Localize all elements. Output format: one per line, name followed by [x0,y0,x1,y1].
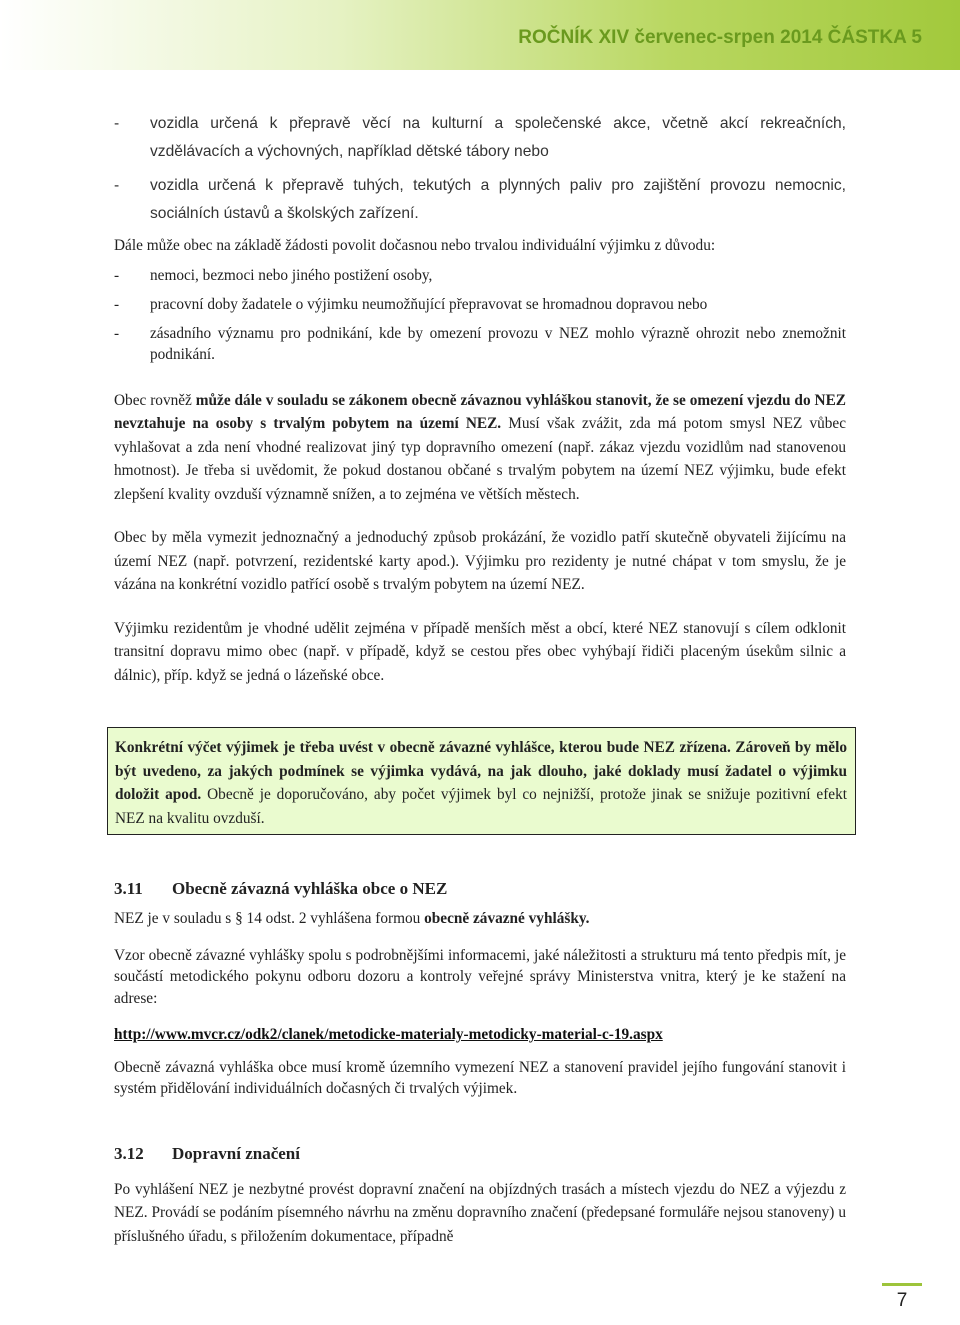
paragraph-bold-text: může dále v souladu se zákonem obecně závaznou vyhláškou stanovit, že se omezení vjezdu do NEZ nevztahuje na osoby s trvalým pobytem na území NEZ. [114,391,846,432]
download-link-paragraph [114,1023,846,1047]
paragraph-small-towns: Výjimku rezidentům je vhodné udělit zejména v případě menších měst a obcí, které NEZ stanovují s cílem odklonit transitní dopravu mimo obec (např. v případě, když se cestou přes obec vyhýbají řidiči placeným úsekům silnic a dálnic), příp. když se jedná o lázeňské obce. [114,619,846,684]
list-item [114,110,846,166]
list-dash: - [114,177,120,194]
paragraph-legal-basis [114,907,846,931]
list-item-text: pracovní doby žadatele o výjimku neumožňující přepravovat se hromadnou dopravou nebo [150,296,708,313]
highlight-plain-text: Obecně je doporučováno, aby počet výjimek byl co nejnižší, protože jinak se snižuje pozitivní efekt NEZ na kvalitu ovzduší. [115,786,847,827]
paragraph-bold-text: obecně závazné vyhlášky. [424,910,590,927]
journal-issue-title: ROČNÍK XIV červenec-srpen 2014 ČÁSTKA 5 [518,27,922,48]
list-dash: - [114,296,120,313]
paragraph-text: Obec rovněž [114,391,196,409]
list-dash: - [114,324,120,342]
section-number: 3.12 [114,1143,144,1163]
highlight-box [107,727,856,835]
highlight-text [115,736,847,830]
list-item-text: nemoci, bezmoci nebo jiného postižení osoby, [150,266,433,284]
paragraph-traffic-signs: Po vyhlášení NEZ je nezbytné provést dopravní značení na objízdných trasách a místech vjezdu do NEZ a výjezdu z NEZ. Provádí se podáním písemného návrhu na změnu dopravního značení (předepsané formuláře nejsou stanoveny) u příslušného úřadu, s přiložením dokumentace, případně [114,1180,846,1245]
list-item [114,293,846,317]
list-item [114,323,846,365]
list-item [114,264,846,288]
paragraph-text: NEZ je v souladu s § 14 odst. 2 vyhlášena formou [114,910,425,927]
exemption-intro: Dále může obec na základě žádosti povolit dočasnou nebo trvalou individuální výjimku z důvodu: [114,237,716,254]
page-number-box [882,1283,922,1318]
section-heading-3-12 [114,1144,846,1164]
section-heading-3-11 [114,879,846,899]
section-title: Obecně závazná vyhláška obce o NEZ [172,879,448,898]
section-number: 3.11 [114,879,143,898]
paragraph-template-info: Vzor obecně závazné vyhlášky spolu s podrobnějšími informacemi, jaké náležitosti a strukturu má tento předpis mít, je součástí metodického pokynu odboru dozoru a kontroly veřejné správy Ministerstva vnitra, který je ke stažení na adrese: [114,946,846,1007]
page-header-band [0,0,960,70]
section-title: Dopravní značení [172,1143,300,1163]
download-link[interactable]: http://www.mvcr.cz/odk2/clanek/metodicke-materialy-metodicky-material-c-19.aspx [114,1026,663,1043]
list-item-text: zásadního významu pro podnikání, kde by omezení provozu v NEZ mohlo výrazně ohrozit nebo znemožnit podnikání. [150,324,846,363]
paragraph-text: Musí však zvážit, zda má potom smysl NEZ vůbec vyhlašovat a zda není vhodné realizovat jiný typ dopravního omezení (např. zákaz vjezdu vozidlům nad stanovenou hmotnost). Je třeba si uvědomit, že pokud dostanou občané s trvalým pobytem na území NEZ výjimku, bude efekt zlepšení kvality ovzduší významně snížen, a to zejména ve větších městech. [114,415,846,503]
vehicle-list [114,110,846,228]
list-dash: - [114,115,120,132]
list-item-text: vozidla určená k přepravě věcí na kulturní a společenské akce, včetně akcí rekreačních, vzdělávacích a výchovných, například dětské tábory nebo [150,115,846,160]
page-number: 7 [896,1290,908,1311]
list-item-text: vozidla určená k přepravě tuhých, tekutých a plynných paliv pro zajištění provozu nemocnic, sociálních ústavů a školských zařízení. [150,177,846,222]
paragraph-exemption-system: Obecně závazná vyhláška obce musí kromě územního vymezení NEZ a stanovení pravidel jejího fungování stanovit i systém přidělování individuálních dočasných či trvalých výjimek. [114,1058,846,1097]
list-item [114,172,846,228]
exemption-list [114,264,846,365]
paragraph-proof-of-residence: Obec by měla vymezit jednoznačný a jednoduchý způsob prokázání, že vozidlo patří skutečně obyvateli žijícímu na území NEZ (např. potvrzení, rezidentské karty apod.). Výjimku pro rezidenty je nutné chápat v tom smyslu, že je vázána na konkrétní vozidlo patřící osobě s trvalým pobytem na území NEZ. [114,529,846,593]
paragraph-residents-exemption [114,389,846,507]
highlight-bold-text: Konkrétní výčet výjimek je třeba uvést v obecně závazné vyhlášce, kterou bude NEZ zřízena. Zároveň by mělo být uvedeno, za jakých podmínek se výjimka vydává, na jak dlouho, jaké doklady musí žadatel o výjimku doložit apod. [115,739,847,803]
list-dash: - [114,266,120,284]
page-content [114,110,846,1248]
